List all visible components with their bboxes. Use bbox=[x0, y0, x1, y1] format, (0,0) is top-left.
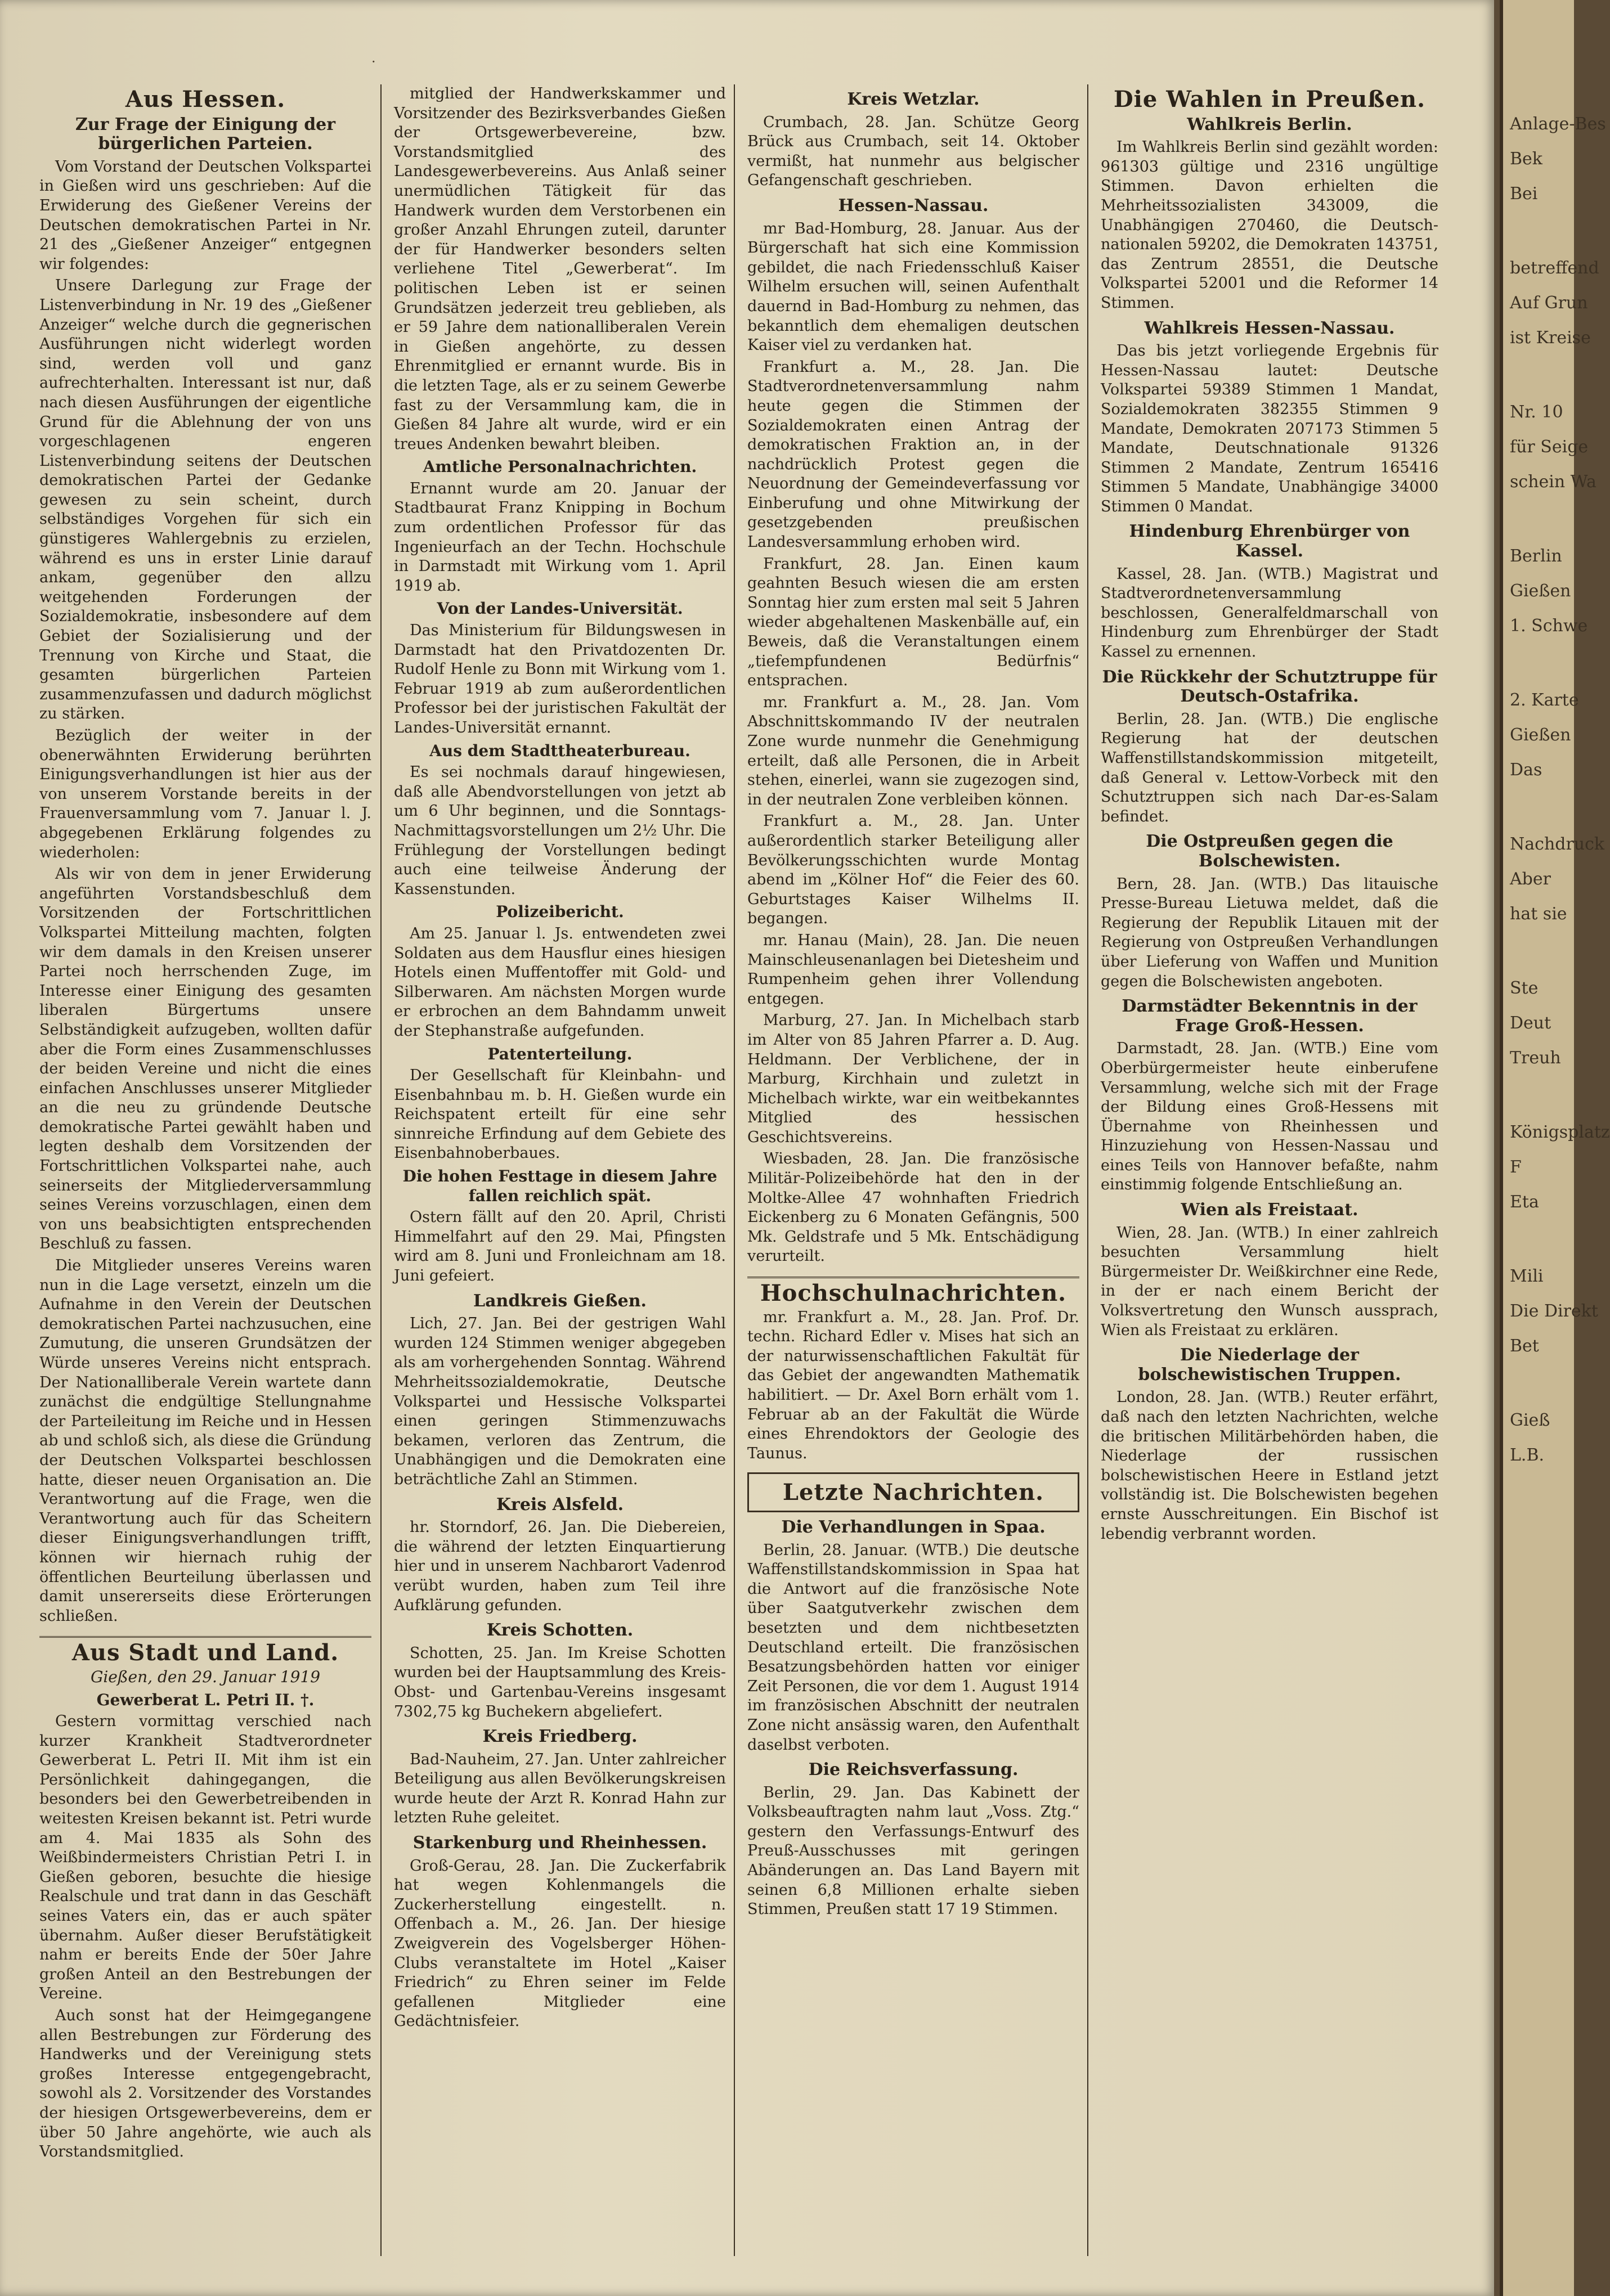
edge-fragment: Aber bbox=[1510, 869, 1551, 889]
paragraph: Darmstadt, 28. Jan. (WTB.) Eine vom Oberbürgermeister heute einberufene Versammlung, welche sich mit der Frage der Bildung eines Groß-Hessens mit Übernahme von Rheinhessen und Hinzuziehung von Hessen-Nassau und eines Teils von Hannover befaßte, nahm einstimmig folgende Entschließung an. bbox=[1101, 1040, 1438, 1194]
article-subhead: Die Reichsverfassung. bbox=[808, 1760, 1019, 1780]
article-subhead: Die Niederlage der bolschewistischen Truppen. bbox=[1138, 1345, 1401, 1385]
region-heading: Kreis Schotten. bbox=[486, 1620, 634, 1641]
paragraph: Bern, 28. Jan. (WTB.) Das litauische Presse-Bureau Lietuwa meldet, daß die Regierung der Republik Litauen mit der Regierung von Ostpreußen Verhandlungen über Lieferung von Waffen und Munition gegen die Bolschewisten angeboten. bbox=[1101, 875, 1438, 990]
article-subhead: Darmstädter Bekenntnis in der Frage Groß-Hessen. bbox=[1122, 996, 1418, 1036]
edge-fragment: Auf Grun bbox=[1510, 293, 1588, 313]
article-kicker: Von der Landes-Universität. bbox=[437, 599, 683, 618]
article-subhead: Die Rückkehr der Schutztruppe für Deutsch-Ostafrika. bbox=[1102, 667, 1437, 707]
edge-fragment: Gießen bbox=[1510, 581, 1571, 601]
paragraph: Ostern fällt auf den 20. April, Christi Himmelfahrt auf den 29. Mai, Pfingsten wird am 8. Juni und Fronleichnam am 18. Juni gefeiert. bbox=[394, 1208, 726, 1285]
edge-fragment: Ste bbox=[1510, 978, 1539, 998]
edge-fragment: Anlage-Bes bbox=[1510, 114, 1606, 134]
paragraph: Als wir von dem in jener Erwiderung angeführten Vorstandsbeschluß dem Vorsitzenden der Fortschrittlichen Volkspartei Mitteilung machten, folgten wir dem damals in den Kreisen unserer Partei noch herrschenden Zuge, im Interesse einer Einigung des gesamten liberalen Bürgertums unsere Selbständigkeit aufzugeben, wollten dafür aber die Form eines Zusammenschlusses der beiden Vereine und nicht die eines einfachen Anschlusses unserer Mitglieder an die neu zu gründende Deutsche demokratische Partei gewählt haben und legten deshalb dem Vorsitzenden der Fortschrittlichen Volkspartei nahe, auch seinerseits der Mitgliederversammlung seines Vereins vorzuschlagen, einen dem von uns beabsichtigten entsprechenden Beschluß zu fassen. bbox=[39, 865, 371, 1253]
edge-fragment: hat sie bbox=[1510, 904, 1567, 924]
paragraph: Wien, 28. Jan. (WTB.) In einer zahlreich besuchten Versammlung hielt Bürgermeister Dr. Weißkirchner eine Rede, in der er nach einem Bericht der Volksvertretung den Wunsch aussprach, Wien als Freistaat zu erklären. bbox=[1101, 1224, 1438, 1339]
paragraph: Unsere Darlegung zur Frage der Listenverbindung in Nr. 19 des „Gießener Anzeiger“ welche durch die gegnerischen Ausführungen nicht widerlegt worden sind, werden voll und ganz aufrechterhalten. Interessant ist nur, daß nach diesen Ausführungen der eigentliche Grund für die Ablehnung der von uns vorgeschlagenen engeren Listenverbindung seitens der Deutschen demokratischen Partei der Gedanke gewesen zu sein scheint, durch selbständiges Vorgehen für sich ein günstigeres Wahlergebnis zu erzielen, während es uns in erster Linie darauf ankam, gegenüber den allzu weitgehenden Forderungen der Sozialdemokratie, insbesondere auf dem Gebiet der Sozialisierung und der Trennung von Kirche und Staat, die gesamten bürgerlichen Parteien zusammenzufassen und dadurch möglichst zu stärken. bbox=[39, 277, 371, 723]
paragraph: mr. Frankfurt a. M., 28. Jan. Prof. Dr. techn. Richard Edler v. Mises hat sich an der naturwissenschaftlichen Fakultät für das Gebiet der angewandten Mathematik habilitiert. — Dr. Axel Born erhält vom 1. Februar ab an der Fakultät die Würde eines Ehrendoktors der Geologie des Taunus. bbox=[747, 1308, 1079, 1462]
edge-fragment: schein Wa bbox=[1510, 472, 1596, 492]
edge-fragment: Berlin bbox=[1510, 546, 1562, 566]
column-2 bbox=[394, 84, 726, 2256]
divider bbox=[39, 1636, 371, 1638]
section-heading-hochschul: Hochschulnachrichten. bbox=[760, 1280, 1067, 1307]
paragraph: mr. Frankfurt a. M., 28. Jan. Vom Abschnittskommando IV der neutralen Zone wurde nunmehr die Genehmigung erteilt, daß alle Personen, die in Arbeit stehen, einerlei, wann sie zugezogen sind, in der neutralen Zone verbleiben können. bbox=[747, 693, 1079, 808]
paragraph: Frankfurt, 28. Jan. Einen kaum geahnten Besuch wiesen die am ersten Sonntag hier zum ersten mal seit 5 Jahren wieder abgehaltenen Maskenbälle auf, ein Beweis, daß die Veranstaltungen einem „tiefempfundenen Bedürfnis“ entsprachen. bbox=[747, 555, 1079, 690]
paragraph: Lich, 27. Jan. Bei der gestrigen Wahl wurden 124 Stimmen weniger abgegeben als am vorhergehenden Sonntag. Während Mehrheitssozialdemokratie, Deutsche Volkspartei und Hessische Volkspartei einen geringen Stimmenzuwachs bekamen, verloren das Zentrum, die Unabhängigen und die Demokraten eine beträchtliche Zahl an Stimmen. bbox=[394, 1315, 726, 1488]
edge-fragments bbox=[1503, 0, 1610, 1467]
region-heading: Wahlkreis Berlin. bbox=[1187, 114, 1352, 134]
edge-fragment: Gieß bbox=[1510, 1410, 1550, 1430]
section-heading-aus-hessen: Aus Hessen. bbox=[125, 86, 286, 113]
article-subhead: Wien als Freistaat. bbox=[1181, 1200, 1358, 1220]
edge-fragment: Mili bbox=[1510, 1266, 1544, 1286]
paragraph: Es sei nochmals darauf hingewiesen, daß alle Abendvorstellungen von jetzt ab um 6 Uhr beginnen, und die Sonntags-Nachmittagsvorstellungen um 2½ Uhr. Die Frühlegung der Vorstellungen bedingt auch eine teilweise Änderung der Kassenstunden. bbox=[394, 763, 726, 898]
article-subhead: Hindenburg Ehrenbürger von Kassel. bbox=[1129, 522, 1410, 561]
edge-fragment: Königsplatz bbox=[1510, 1122, 1610, 1142]
section-heading-wahlen: Die Wahlen in Preußen. bbox=[1113, 86, 1426, 113]
column-3 bbox=[747, 84, 1079, 2256]
article-subhead: Zur Frage der Einigung der bürgerlichen Parteien. bbox=[75, 114, 336, 154]
section-heading-letzte: Letzte Nachrichten. bbox=[782, 1479, 1044, 1506]
edge-fragment: 1. Schwe bbox=[1510, 616, 1588, 636]
edge-fragment: L.B. bbox=[1510, 1445, 1545, 1465]
edge-fragment: Das bbox=[1510, 760, 1542, 780]
article-subhead: Gewerberat L. Petri II. †. bbox=[96, 1690, 315, 1709]
paragraph: mitglied der Handwerkskammer und Vorsitzender des Bezirksverbandes Gießen der Ortsgewerbevereine, bzw. Vorstandsmitglied des Landesgewerbevereins. Aus Anlaß seiner unermüdlichen Tätigkeit für das Handwerk wurden dem Verstorbenen ein großer Anzahl Ehrungen zuteil, darunter der für Handwerker besonders selten verliehene Titel „Gewerberat“. Im politischen Leben ist er seinen Grundsätzen jederzeit treu geblieben, als er 59 Jahre dem nationalliberalen Verein in Gießen angehörte, zu dessen Ehrenmitglied er ernannt wurde. Bis in die letzten Tage, als er zu seinem Gewerbe fast zu der Versammlung kam, die in Gießen 84 Jahre alt wurde, wird er ein treues Andenken bewahrt bleiben. bbox=[394, 85, 726, 453]
article-kicker: Aus dem Stadttheaterbureau. bbox=[429, 741, 690, 760]
article-subhead: Die Verhandlungen in Spaa. bbox=[781, 1517, 1046, 1537]
paragraph: Bezüglich der weiter in der obenerwähnten Erwiderung berührten Einigungsverhandlungen ist hier aus der von unserem Vorstande bereits in der Frauenversammlung vom 7. Januar l. J. abgegebenen Erklärung folgendes zu wiederholen: bbox=[39, 727, 371, 861]
edge-fragment: F bbox=[1510, 1157, 1522, 1177]
paragraph: Am 25. Januar l. Js. entwendeten zwei Soldaten aus dem Hausflur eines hiesigen Hotels einen Muffentoffer mit Gold- und Silberwaren. Am nächsten Morgen wurde er erbrochen an dem Bahndamm unweit der Stephanstraße aufgefunden. bbox=[394, 924, 726, 1040]
article-kicker: Polizeibericht. bbox=[496, 902, 624, 922]
paragraph: Marburg, 27. Jan. In Michelbach starb im Alter von 85 Jahren Pfarrer a. D. Aug. Heldmann. Der Verblichene, der in Marburg, Kirchhain und zuletzt in Michelbach wirkte, war ein weitbekanntes Mitglied des hessischen Geschichtsvereins. bbox=[747, 1012, 1079, 1146]
paragraph: Ernannt wurde am 20. Januar der Stadtbaurat Franz Knipping in Bochum zum ordentlichen Professor für das Ingenieurfach an der Techn. Hochschule in Darmstadt mit Wirkung vom 1. April 1919 ab. bbox=[394, 479, 726, 595]
edge-fragment: Gießen bbox=[1510, 725, 1571, 745]
region-heading: Wahlkreis Hessen-Nassau. bbox=[1144, 318, 1395, 338]
latest-news-box bbox=[747, 1472, 1079, 1512]
edge-fragment: Eta bbox=[1510, 1192, 1539, 1212]
section-heading-stadt-und-land: Aus Stadt und Land. bbox=[71, 1639, 339, 1666]
edge-fragment: Bei bbox=[1510, 184, 1538, 204]
article-kicker: Patenterteilung. bbox=[487, 1044, 633, 1063]
paragraph: mr. Hanau (Main), 28. Jan. Die neuen Mainschleusenanlagen bei Dietesheim und Rumpenheim gehen ihrer Vollendung entgegen. bbox=[747, 931, 1079, 1008]
article-kicker: Amtliche Personalnachrichten. bbox=[423, 457, 697, 477]
paragraph: Berlin, 28. Jan. (WTB.) Die englische Regierung hat der deutschen Waffenstillstandskommission mitgeteilt, daß General v. Lettow-Vorbeck mit den Schutztruppen sich nach Dar-es-Salam befindet. bbox=[1101, 710, 1438, 825]
column-rule bbox=[1087, 84, 1088, 2256]
article-kicker: Die hohen Festtage in diesem Jahre fallen reichlich spät. bbox=[402, 1167, 717, 1205]
edge-fragment: Deut bbox=[1510, 1013, 1551, 1033]
edge-fragment: Nr. 10 bbox=[1510, 402, 1563, 422]
paragraph: Kassel, 28. Jan. (WTB.) Magistrat und Stadtverordnetenversammlung beschlossen, Generalfeldmarschall von Hindenburg zum Ehrenbürger der Stadt Kassel zu ernennen. bbox=[1101, 565, 1438, 661]
paragraph: Im Wahlkreis Berlin sind gezählt worden: 961303 gültige und 2316 ungültige Stimmen. Davon erhielten die Mehrheitssozialisten 343009, die Unabhängigen 270460, die Deutsch-nationalen 59202, die Demokraten 143751, das Zentrum 28551, die Deutsche Volkspartei 52001 und die Reformer 14 Stimmen. bbox=[1101, 138, 1438, 312]
column-rule bbox=[734, 84, 735, 2256]
edge-fragment: Bet bbox=[1510, 1336, 1539, 1356]
edge-fragment: betreffend bbox=[1510, 258, 1599, 278]
region-heading: Kreis Alsfeld. bbox=[496, 1494, 624, 1515]
column-4 bbox=[1101, 84, 1438, 2256]
paragraph: mr Bad-Homburg, 28. Januar. Aus der Bürgerschaft hat sich eine Kommission gebildet, die nach Friedensschluß Kaiser Wilhelm ersuchen will, seinen Aufenthalt dauernd in Bad-Homburg zu nehmen, das bekanntlich dem ehemaligen deutschen Kaiser viel zu verdanken hat. bbox=[747, 219, 1079, 354]
region-heading: Hessen-Nassau. bbox=[838, 195, 989, 215]
region-heading: Landkreis Gießen. bbox=[473, 1291, 647, 1311]
article-subhead: Die Ostpreußen gegen die Bolschewisten. bbox=[1146, 832, 1393, 871]
page-marker: · bbox=[371, 54, 376, 70]
paragraph: Crumbach, 28. Jan. Schütze Georg Brück aus Crumbach, seit 14. Oktober vermißt, hat nunmehr aus belgischer Gefangenschaft geschrieben. bbox=[747, 113, 1079, 190]
paragraph: Das bis jetzt vorliegende Ergebnis für Hessen-Nassau lautet: Deutsche Volkspartei 59389 Stimmen 1 Mandat, Sozialdemokraten 382355 Stimmen 9 Mandate, Demokraten 207173 Stimmen 5 Mandate, Deutschnationale 91326 Stimmen 2 Mandate, Zentrum 165416 Stimmen 5 Mandate, Unabhängige 34000 Stimmen 0 Mandat. bbox=[1101, 342, 1438, 515]
edge-fragment: 2. Karte bbox=[1510, 690, 1579, 710]
region-heading: Kreis Wetzlar. bbox=[847, 89, 980, 109]
paragraph: Frankfurt a. M., 28. Jan. Die Stadtverordnetenversammlung nahm heute gegen die Stimmen der Sozialdemokraten einen Antrag der demokratischen Fraktion an, in der nachdrücklich Protest gegen die Neuordnung der Gemeindeverfassung vor Einberufung und ohne Mitwirkung der gesetzgebenden preußischen Landesversammlung erhoben wird. bbox=[747, 358, 1079, 551]
paragraph: Auch sonst hat der Heimgegangene allen Bestrebungen zur Förderung des Handwerks und der Vereinigung stets großes Interesse entgegengebracht, sowohl als 2. Vorsitzender des Vorstandes der hiesigen Ortsgewerbevereins, dem er über 50 Jahre angehörte, wie auch als Vorstandsmitglied. bbox=[39, 2007, 371, 2161]
paragraph: Berlin, 29. Jan. Das Kabinett der Volksbeauftragten nahm laut „Voss. Ztg.“ gestern den Verfassungs-Entwurf des Preuß-Ausschusses mit geringen Abänderungen an. Das Land Bayern mit seinen 6,8 Millionen erhalte sieben Stimmen, Preußen statt 17 19 Stimmen. bbox=[747, 1783, 1079, 1918]
dateline: Gießen, den 29. Januar 1919 bbox=[90, 1667, 321, 1686]
paragraph: hr. Storndorf, 26. Jan. Die Diebereien, die während der letzten Einquartierung hier und in unserem Nachbarort Vadenrod verübt wurden, haben zum Teil ihre Aufklärung gefunden. bbox=[394, 1518, 726, 1614]
column-rule bbox=[380, 84, 382, 2256]
paragraph: London, 28. Jan. (WTB.) Reuter erfährt, daß nach den letzten Nachrichten, welche die britischen Militärbehörden haben, die Niederlage der russischen bolschewistischen Heere in Estland jetzt vollständig ist. Die Bolschewisten begehen ernste Ausschreitungen. Ein Bischof ist lebendig verbrannt worden. bbox=[1101, 1389, 1438, 1543]
paragraph: Bad-Nauheim, 27. Jan. Unter zahlreicher Beteiligung aus allen Bevölkerungskreisen wurde heute der Arzt R. Konrad Hahn zur letzten Ruhe geleitet. bbox=[394, 1750, 726, 1827]
edge-fragment: Die Direkt bbox=[1510, 1301, 1598, 1321]
paragraph: Wiesbaden, 28. Jan. Die französische Militär-Polizeibehörde hat den in der Moltke-Allee 47 wohnhaften Friedrich Eickenberg zu 6 Monaten Gefängnis, 500 Mk. Geldstrafe und 5 Mk. Entschädigung verurteilt. bbox=[747, 1150, 1079, 1265]
paragraph: Schotten, 25. Jan. Im Kreise Schotten wurden bei der Hauptsammlung des Kreis-Obst- und Gartenbau-Vereins insgesamt 7302,75 kg Buchekern abgeliefert. bbox=[394, 1644, 726, 1720]
edge-fragment: Nachdruck bbox=[1510, 834, 1605, 854]
region-heading: Starkenburg und Rheinhessen. bbox=[412, 1833, 707, 1853]
paragraph: Der Gesellschaft für Kleinbahn- und Eisenbahnbau m. b. H. Gießen wurde ein Reichspatent erteilt für eine sehr sinnreiche Erfindung auf dem Gebiete des Eisenbahnoberbaues. bbox=[394, 1067, 726, 1162]
paragraph: Die Mitglieder unseres Vereins waren nun in die Lage versetzt, einzeln um die Aufnahme in den Verein der Deutschen demokratischen Partei nachzusuchen, eine Zumutung, die unseren Grundsätzen der Würde unseres Vereins nicht entsprach. Der Nationalliberale Verein wartete dann zunächst die endgültige Stellungnahme der Parteileitung im Reiche und in Hessen ab und schloß sich, als diese die Gründung der Deutschen Volkspartei beschlossen hatte, dieser neuen Organisation an. Die Verantwortung auf die Frage, wen die Verantwortung auch für das Scheitern dieser Einigungsverhandlungen trifft, können wir hiernach ruhig der öffentlichen Beurteilung überlassen und damit unsererseits diese Erörterungen schließen. bbox=[39, 1257, 371, 1625]
paragraph: Vom Vorstand der Deutschen Volkspartei in Gießen wird uns geschrieben: Auf die Erwiderung des Gießener Vereins der Deutschen demokratischen Partei in Nr. 21 des „Gießener Anzeiger“ entgegnen wir folgendes: bbox=[39, 158, 371, 273]
divider bbox=[747, 1277, 1079, 1278]
paragraph: Groß-Gerau, 28. Jan. Die Zuckerfabrik hat wegen Kohlenmangels die Zuckerherstellung eingestellt. n. Offenbach a. M., 26. Jan. Der hiesige Zweigverein des Vogelsberger Höhen-Clubs veranstaltete im Hotel „Kaiser Friedrich“ zu Ehren seiner im Felde gefallenen Mitglieder eine Gedächtnisfeier. bbox=[394, 1857, 726, 2030]
adjacent-page-edge bbox=[1500, 0, 1610, 2296]
paragraph: Berlin, 28. Januar. (WTB.) Die deutsche Waffenstillstandskommission in Spaa hat die Antwort auf die französische Note über Saatgutverkehr zwischen dem besetzten und dem nichtbesetzten Deutschland erteilt. Die französischen Besatzungsbehörden hatten vor einiger Zeit Personen, die vor dem 1. August 1914 im französischen Abschnitt der neutralen Zone nicht ansässig waren, den Aufenthalt daselbst verboten. bbox=[747, 1541, 1079, 1754]
edge-fragment: ist Kreise bbox=[1510, 328, 1591, 348]
edge-fragment: für Seige bbox=[1510, 437, 1589, 457]
column-1 bbox=[39, 84, 371, 2256]
paragraph: Das Ministerium für Bildungswesen in Darmstadt hat den Privatdozenten Dr. Rudolf Henle zu Bonn mit Wirkung vom 1. Februar 1919 ab zum außerordentlichen Professor bei der juristischen Fakultät der Landes-Universität ernannt. bbox=[394, 622, 726, 736]
paragraph: Frankfurt a. M., 28. Jan. Unter außerordentlich starker Beteiligung aller Bevölkerungsschichten wurde Montag abend im „Kölner Hof“ die Feier des 60. Geburtstages Kaiser Wilhelms II. begangen. bbox=[747, 812, 1079, 928]
paragraph: Gestern vormittag verschied nach kurzer Krankheit Stadtverordneter Gewerberat L. Petri II. Mit ihm ist ein Persönlichkeit dahingegangen, die besonders bei den Gewerbetreibenden in weitesten Kreisen bekannt ist. Petri wurde am 4. Mai 1835 als Sohn des Weißbindermeisters Christian Petri I. in Gießen geboren, besuchte die hiesige Realschule und trat dann in das Geschäft seines Vaters ein, das er auch später übernahm. Außer dieser Berufstätigkeit nahm er bereits Ende der 50er Jahre großen Anteil an den Bestrebungen der Vereine. bbox=[39, 1713, 371, 2003]
edge-fragment: Bek bbox=[1510, 149, 1542, 169]
edge-fragment: Treuh bbox=[1510, 1048, 1561, 1068]
region-heading: Kreis Friedberg. bbox=[482, 1727, 638, 1747]
